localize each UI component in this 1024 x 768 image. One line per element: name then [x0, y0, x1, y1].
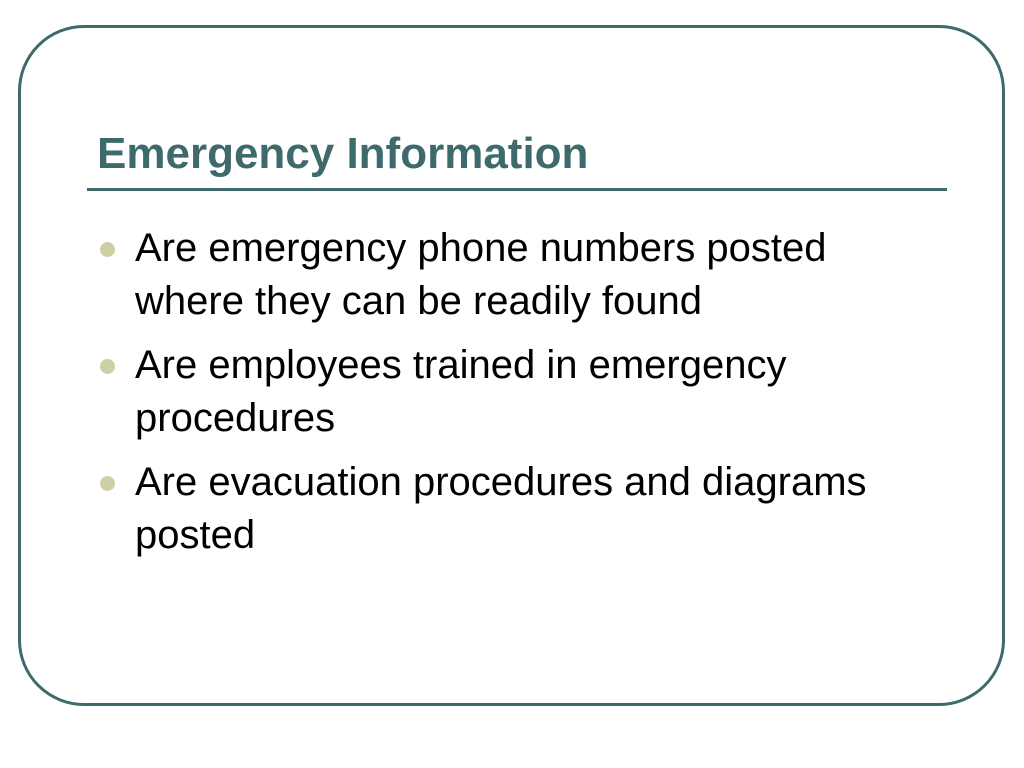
bullet-item: [96, 456, 916, 562]
bullet-text: Are employees trained in emergency procedures: [135, 343, 787, 440]
bullet-text: Are evacuation procedures and diagrams posted: [135, 460, 867, 557]
bullet-list: [96, 222, 916, 573]
bullet-dot-icon: [100, 242, 115, 257]
bullet-item: [96, 222, 916, 328]
bullet-item: [96, 339, 916, 445]
bullet-text: Are emergency phone numbers posted where they can be readily found: [135, 226, 827, 323]
bullet-dot-icon: [100, 476, 115, 491]
title-divider: [87, 188, 947, 191]
bullet-dot-icon: [100, 359, 115, 374]
slide-title: Emergency Information: [97, 129, 589, 178]
